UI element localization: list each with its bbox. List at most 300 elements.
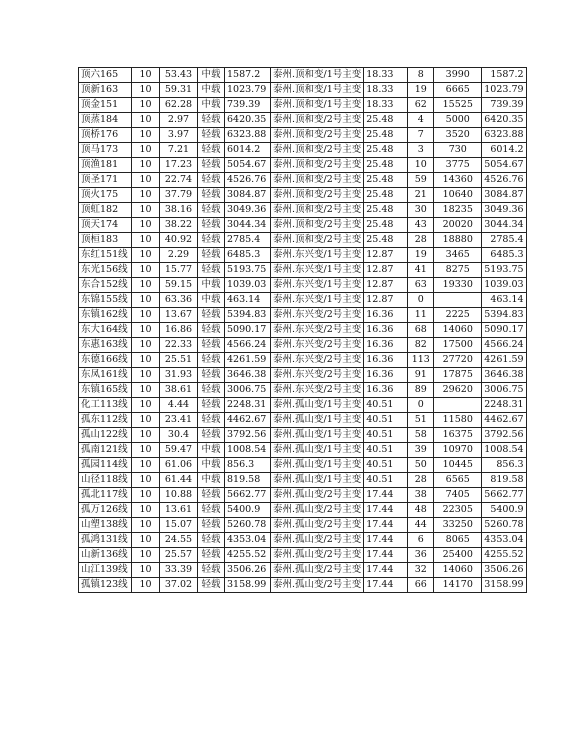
table-cell[interactable]: 59 <box>408 173 434 188</box>
table-cell[interactable]: 38.61 <box>160 383 198 398</box>
table-cell[interactable]: 泰州.东兴变/2号主变 <box>271 368 364 383</box>
table-cell[interactable]: 8 <box>408 68 434 83</box>
table-cell[interactable]: 38.16 <box>160 203 198 218</box>
table-cell[interactable]: 孤镇123线 <box>79 578 132 593</box>
table-cell[interactable]: 5400.9 <box>482 503 526 518</box>
table-cell[interactable]: 6014.2 <box>225 143 271 158</box>
table-cell[interactable]: 53.43 <box>160 68 198 83</box>
table-cell[interactable]: 27720 <box>434 353 482 368</box>
table-cell[interactable]: 463.14 <box>482 293 526 308</box>
table-cell[interactable]: 10 <box>132 158 160 173</box>
table-cell[interactable]: 25.48 <box>364 188 408 203</box>
table-cell[interactable]: 15.77 <box>160 263 198 278</box>
table-cell[interactable]: 3465 <box>434 248 482 263</box>
table-cell[interactable]: 轻载 <box>198 563 225 578</box>
table-cell[interactable]: 东锦155线 <box>79 293 132 308</box>
table-cell[interactable]: 山径118线 <box>79 473 132 488</box>
table-cell[interactable]: 顶桥176 <box>79 128 132 143</box>
table-cell[interactable]: 14060 <box>434 323 482 338</box>
table-cell[interactable]: 5260.78 <box>482 518 526 533</box>
table-cell[interactable]: 4566.24 <box>482 338 526 353</box>
table-cell[interactable]: 32 <box>408 563 434 578</box>
table-cell[interactable]: 4526.76 <box>482 173 526 188</box>
table-cell[interactable]: 3 <box>408 143 434 158</box>
table-cell[interactable]: 10 <box>132 578 160 593</box>
table-cell[interactable]: 31.93 <box>160 368 198 383</box>
table-cell[interactable]: 38.22 <box>160 218 198 233</box>
table-cell[interactable]: 顶圣171 <box>79 173 132 188</box>
table-cell[interactable]: 泰州.孤山变/2号主变 <box>271 563 364 578</box>
table-cell[interactable]: 轻载 <box>198 248 225 263</box>
table-cell[interactable]: 59.31 <box>160 83 198 98</box>
table-cell[interactable]: 泰州.东兴变/1号主变 <box>271 263 364 278</box>
table-cell[interactable]: 孤南121线 <box>79 443 132 458</box>
table-cell[interactable]: 40.92 <box>160 233 198 248</box>
table-cell[interactable]: 3775 <box>434 158 482 173</box>
table-cell[interactable]: 16.36 <box>364 323 408 338</box>
table-cell[interactable]: 4462.67 <box>225 413 271 428</box>
table-cell[interactable]: 孤山122线 <box>79 428 132 443</box>
table-cell[interactable]: 30 <box>408 203 434 218</box>
table-cell[interactable]: 19330 <box>434 278 482 293</box>
table-cell[interactable]: 10 <box>132 68 160 83</box>
table-cell[interactable]: 48 <box>408 503 434 518</box>
table-cell[interactable]: 中载 <box>198 458 225 473</box>
table-cell[interactable]: 0 <box>408 293 434 308</box>
table-cell[interactable]: 10 <box>132 218 160 233</box>
table-cell[interactable]: 12.87 <box>364 248 408 263</box>
table-cell[interactable]: 36 <box>408 548 434 563</box>
table-cell[interactable]: 泰州.孤山变/2号主变 <box>271 533 364 548</box>
table-cell[interactable]: 819.58 <box>482 473 526 488</box>
table-cell[interactable]: 66 <box>408 578 434 593</box>
table-cell[interactable]: 3990 <box>434 68 482 83</box>
table-cell[interactable]: 泰州.顶和变/2号主变 <box>271 188 364 203</box>
table-cell[interactable]: 泰州.顶和变/1号主变 <box>271 68 364 83</box>
table-cell[interactable]: 15525 <box>434 98 482 113</box>
table-cell[interactable]: 40.51 <box>364 428 408 443</box>
table-cell[interactable]: 819.58 <box>225 473 271 488</box>
table-cell[interactable]: 化工113线 <box>79 398 132 413</box>
table-cell[interactable]: 轻载 <box>198 548 225 563</box>
table-cell[interactable]: 113 <box>408 353 434 368</box>
table-cell[interactable]: 40.51 <box>364 458 408 473</box>
table-cell[interactable]: 4353.04 <box>225 533 271 548</box>
table-cell[interactable]: 东大164线 <box>79 323 132 338</box>
table-cell[interactable]: 10 <box>132 368 160 383</box>
table-cell[interactable]: 中载 <box>198 443 225 458</box>
table-cell[interactable]: 10 <box>132 563 160 578</box>
table-cell[interactable]: 山塑138线 <box>79 518 132 533</box>
table-cell[interactable]: 轻载 <box>198 233 225 248</box>
table-cell[interactable]: 25.48 <box>364 113 408 128</box>
table-cell[interactable]: 轻载 <box>198 113 225 128</box>
table-cell[interactable]: 孤东112线 <box>79 413 132 428</box>
table-cell[interactable]: 10 <box>132 143 160 158</box>
table-cell[interactable]: 59.47 <box>160 443 198 458</box>
table-cell[interactable]: 5090.17 <box>225 323 271 338</box>
table-cell[interactable]: 13.61 <box>160 503 198 518</box>
table-cell[interactable]: 25.48 <box>364 233 408 248</box>
table-cell[interactable]: 6014.2 <box>482 143 526 158</box>
table-cell[interactable]: 25.48 <box>364 143 408 158</box>
table-cell[interactable]: 3006.75 <box>482 383 526 398</box>
table-cell[interactable]: 10 <box>132 293 160 308</box>
table-cell[interactable]: 10 <box>408 158 434 173</box>
table-cell[interactable]: 东惠163线 <box>79 338 132 353</box>
table-cell[interactable]: 23.41 <box>160 413 198 428</box>
table-cell[interactable]: 孤北117线 <box>79 488 132 503</box>
table-cell[interactable]: 22305 <box>434 503 482 518</box>
table-cell[interactable]: 33250 <box>434 518 482 533</box>
table-cell[interactable]: 6565 <box>434 473 482 488</box>
table-cell[interactable]: 8275 <box>434 263 482 278</box>
table-cell[interactable]: 18.33 <box>364 98 408 113</box>
table-cell[interactable]: 16.36 <box>364 368 408 383</box>
table-cell[interactable]: 6323.88 <box>482 128 526 143</box>
table-cell[interactable]: 16.36 <box>364 308 408 323</box>
table-cell[interactable]: 14060 <box>434 563 482 578</box>
table-cell[interactable]: 18.33 <box>364 68 408 83</box>
table-cell[interactable]: 泰州.孤山变/1号主变 <box>271 413 364 428</box>
table-cell[interactable]: 4566.24 <box>225 338 271 353</box>
table-cell[interactable]: 泰州.孤山变/2号主变 <box>271 518 364 533</box>
table-cell[interactable]: 东合152线 <box>79 278 132 293</box>
table-cell[interactable]: 22.74 <box>160 173 198 188</box>
table-cell[interactable] <box>434 293 482 308</box>
table-cell[interactable]: 6323.88 <box>225 128 271 143</box>
table-cell[interactable]: 25.57 <box>160 548 198 563</box>
table-cell[interactable]: 28 <box>408 233 434 248</box>
table-cell[interactable]: 17500 <box>434 338 482 353</box>
table-cell[interactable]: 22.33 <box>160 338 198 353</box>
table-cell[interactable]: 中载 <box>198 278 225 293</box>
table-cell[interactable]: 10970 <box>434 443 482 458</box>
table-cell[interactable]: 2225 <box>434 308 482 323</box>
table-cell[interactable]: 泰州.东兴变/2号主变 <box>271 353 364 368</box>
table-cell[interactable]: 463.14 <box>225 293 271 308</box>
table-cell[interactable]: 孤鸿131线 <box>79 533 132 548</box>
table-cell[interactable]: 41 <box>408 263 434 278</box>
table-cell[interactable]: 泰州.顶和变/2号主变 <box>271 128 364 143</box>
table-cell[interactable]: 轻载 <box>198 578 225 593</box>
table-cell[interactable]: 中载 <box>198 68 225 83</box>
table-cell[interactable]: 轻载 <box>198 383 225 398</box>
table-cell[interactable]: 17.23 <box>160 158 198 173</box>
table-cell[interactable]: 25.48 <box>364 203 408 218</box>
table-cell[interactable]: 16.36 <box>364 338 408 353</box>
table-cell[interactable]: 25.48 <box>364 128 408 143</box>
table-cell[interactable]: 泰州.孤山变/2号主变 <box>271 578 364 593</box>
table-cell[interactable]: 10 <box>132 503 160 518</box>
table-cell[interactable]: 10 <box>132 353 160 368</box>
table-cell[interactable]: 轻载 <box>198 143 225 158</box>
table-cell[interactable]: 3520 <box>434 128 482 143</box>
table-cell[interactable]: 7.21 <box>160 143 198 158</box>
table-cell[interactable]: 3646.38 <box>482 368 526 383</box>
table-cell[interactable]: 38 <box>408 488 434 503</box>
table-cell[interactable]: 泰州.孤山变/2号主变 <box>271 488 364 503</box>
table-cell[interactable]: 顶火175 <box>79 188 132 203</box>
table-cell[interactable]: 10 <box>132 518 160 533</box>
table-cell[interactable]: 10 <box>132 98 160 113</box>
table-cell[interactable]: 3792.56 <box>482 428 526 443</box>
table-cell[interactable]: 12.87 <box>364 263 408 278</box>
table-cell[interactable]: 17875 <box>434 368 482 383</box>
table-cell[interactable]: 4353.04 <box>482 533 526 548</box>
table-cell[interactable] <box>434 398 482 413</box>
table-cell[interactable]: 3084.87 <box>225 188 271 203</box>
table-cell[interactable]: 泰州.东兴变/1号主变 <box>271 293 364 308</box>
table-cell[interactable]: 33.39 <box>160 563 198 578</box>
table-cell[interactable]: 10 <box>132 383 160 398</box>
table-cell[interactable]: 轻载 <box>198 128 225 143</box>
table-cell[interactable]: 5193.75 <box>482 263 526 278</box>
table-cell[interactable]: 30.4 <box>160 428 198 443</box>
table-cell[interactable]: 孤万126线 <box>79 503 132 518</box>
table-cell[interactable]: 轻载 <box>198 428 225 443</box>
table-cell[interactable]: 5090.17 <box>482 323 526 338</box>
table-cell[interactable]: 10 <box>132 458 160 473</box>
table-cell[interactable]: 44 <box>408 518 434 533</box>
table-cell[interactable]: 8065 <box>434 533 482 548</box>
table-cell[interactable]: 10 <box>132 113 160 128</box>
table-cell[interactable]: 16.36 <box>364 353 408 368</box>
table-cell[interactable]: 10640 <box>434 188 482 203</box>
table-cell[interactable]: 5662.77 <box>482 488 526 503</box>
table-cell[interactable]: 11 <box>408 308 434 323</box>
table-cell[interactable]: 东光156线 <box>79 263 132 278</box>
table-cell[interactable]: 14360 <box>434 173 482 188</box>
table-cell[interactable]: 10 <box>132 533 160 548</box>
table-cell[interactable]: 21 <box>408 188 434 203</box>
table-cell[interactable]: 泰州.孤山变/1号主变 <box>271 428 364 443</box>
table-cell[interactable]: 泰州.东兴变/1号主变 <box>271 278 364 293</box>
table-cell[interactable]: 61.06 <box>160 458 198 473</box>
table-cell[interactable]: 43 <box>408 218 434 233</box>
table-cell[interactable]: 0 <box>408 398 434 413</box>
table-cell[interactable]: 18.33 <box>364 83 408 98</box>
table-cell[interactable]: 5394.83 <box>225 308 271 323</box>
table-cell[interactable]: 泰州.孤山变/1号主变 <box>271 443 364 458</box>
table-cell[interactable]: 10 <box>132 128 160 143</box>
table-cell[interactable]: 82 <box>408 338 434 353</box>
table-cell[interactable]: 山江139线 <box>79 563 132 578</box>
table-cell[interactable]: 10 <box>132 248 160 263</box>
table-cell[interactable]: 3084.87 <box>482 188 526 203</box>
table-cell[interactable]: 7405 <box>434 488 482 503</box>
table-cell[interactable]: 2785.4 <box>225 233 271 248</box>
table-cell[interactable]: 4462.67 <box>482 413 526 428</box>
table-cell[interactable]: 1587.2 <box>482 68 526 83</box>
table-cell[interactable]: 16375 <box>434 428 482 443</box>
table-cell[interactable]: 40.51 <box>364 398 408 413</box>
table-cell[interactable]: 5260.78 <box>225 518 271 533</box>
table-cell[interactable]: 91 <box>408 368 434 383</box>
table-cell[interactable]: 轻载 <box>198 488 225 503</box>
table-cell[interactable]: 10 <box>132 173 160 188</box>
table-cell[interactable]: 17.44 <box>364 518 408 533</box>
table-cell[interactable]: 中载 <box>198 473 225 488</box>
table-cell[interactable]: 10 <box>132 323 160 338</box>
table-cell[interactable]: 5054.67 <box>482 158 526 173</box>
table-cell[interactable]: 37.79 <box>160 188 198 203</box>
table-cell[interactable]: 3646.38 <box>225 368 271 383</box>
table-cell[interactable]: 17.44 <box>364 503 408 518</box>
table-cell[interactable]: 泰州.东兴变/2号主变 <box>271 383 364 398</box>
table-cell[interactable]: 5394.83 <box>482 308 526 323</box>
table-cell[interactable]: 63.36 <box>160 293 198 308</box>
table-cell[interactable]: 泰州.孤山变/2号主变 <box>271 548 364 563</box>
table-cell[interactable]: 6665 <box>434 83 482 98</box>
table-cell[interactable]: 68 <box>408 323 434 338</box>
table-cell[interactable]: 61.44 <box>160 473 198 488</box>
table-cell[interactable]: 泰州.孤山变/1号主变 <box>271 458 364 473</box>
table-cell[interactable]: 3044.34 <box>225 218 271 233</box>
table-cell[interactable]: 6 <box>408 533 434 548</box>
table-cell[interactable]: 泰州.东兴变/2号主变 <box>271 308 364 323</box>
table-cell[interactable]: 25400 <box>434 548 482 563</box>
table-cell[interactable]: 轻载 <box>198 413 225 428</box>
table-cell[interactable]: 730 <box>434 143 482 158</box>
table-cell[interactable]: 5193.75 <box>225 263 271 278</box>
table-cell[interactable]: 856.3 <box>482 458 526 473</box>
table-cell[interactable]: 11580 <box>434 413 482 428</box>
table-cell[interactable]: 17.44 <box>364 578 408 593</box>
table-cell[interactable]: 轻载 <box>198 518 225 533</box>
table-cell[interactable]: 5054.67 <box>225 158 271 173</box>
table-cell[interactable]: 泰州.顶和变/2号主变 <box>271 158 364 173</box>
table-cell[interactable]: 10 <box>132 188 160 203</box>
table-cell[interactable]: 16.36 <box>364 383 408 398</box>
table-cell[interactable]: 17.44 <box>364 488 408 503</box>
table-cell[interactable]: 16.86 <box>160 323 198 338</box>
table-cell[interactable]: 6420.35 <box>482 113 526 128</box>
table-cell[interactable]: 泰州.顶和变/2号主变 <box>271 233 364 248</box>
table-cell[interactable]: 17.44 <box>364 563 408 578</box>
table-cell[interactable]: 29620 <box>434 383 482 398</box>
table-cell[interactable]: 739.39 <box>482 98 526 113</box>
table-cell[interactable]: 泰州.东兴变/2号主变 <box>271 338 364 353</box>
table-cell[interactable]: 泰州.东兴变/2号主变 <box>271 323 364 338</box>
table-cell[interactable]: 10 <box>132 278 160 293</box>
table-cell[interactable]: 6420.35 <box>225 113 271 128</box>
table-cell[interactable]: 1008.54 <box>225 443 271 458</box>
table-cell[interactable]: 10.88 <box>160 488 198 503</box>
table-cell[interactable]: 泰州.顶和变/2号主变 <box>271 173 364 188</box>
table-cell[interactable]: 轻载 <box>198 398 225 413</box>
table-cell[interactable]: 泰州.顶和变/2号主变 <box>271 113 364 128</box>
table-cell[interactable]: 89 <box>408 383 434 398</box>
table-cell[interactable]: 13.67 <box>160 308 198 323</box>
table-cell[interactable]: 顶虹182 <box>79 203 132 218</box>
table-cell[interactable]: 12.87 <box>364 293 408 308</box>
table-cell[interactable]: 14170 <box>434 578 482 593</box>
table-cell[interactable]: 泰州.顶和变/2号主变 <box>271 143 364 158</box>
table-cell[interactable]: 5000 <box>434 113 482 128</box>
table-cell[interactable]: 泰州.孤山变/2号主变 <box>271 503 364 518</box>
table-cell[interactable]: 顶桓183 <box>79 233 132 248</box>
table-cell[interactable]: 轻载 <box>198 263 225 278</box>
table-cell[interactable]: 18235 <box>434 203 482 218</box>
table-cell[interactable]: 东凤161线 <box>79 368 132 383</box>
table-cell[interactable]: 10 <box>132 473 160 488</box>
table-cell[interactable]: 1039.03 <box>482 278 526 293</box>
table-cell[interactable]: 3792.56 <box>225 428 271 443</box>
table-cell[interactable]: 轻载 <box>198 503 225 518</box>
table-cell[interactable]: 东镇162线 <box>79 308 132 323</box>
table-cell[interactable]: 4.44 <box>160 398 198 413</box>
table-cell[interactable]: 3158.99 <box>482 578 526 593</box>
table-cell[interactable]: 轻载 <box>198 158 225 173</box>
table-cell[interactable]: 中载 <box>198 83 225 98</box>
table-cell[interactable]: 泰州.东兴变/1号主变 <box>271 248 364 263</box>
table-cell[interactable]: 17.44 <box>364 533 408 548</box>
table-cell[interactable]: 泰州.顶和变/1号主变 <box>271 98 364 113</box>
table-cell[interactable]: 856.3 <box>225 458 271 473</box>
table-cell[interactable]: 4255.52 <box>225 548 271 563</box>
table-cell[interactable]: 孤园114线 <box>79 458 132 473</box>
table-cell[interactable]: 7 <box>408 128 434 143</box>
table-cell[interactable]: 10 <box>132 233 160 248</box>
table-cell[interactable]: 3506.26 <box>482 563 526 578</box>
table-cell[interactable]: 1587.2 <box>225 68 271 83</box>
table-cell[interactable]: 25.48 <box>364 158 408 173</box>
table-cell[interactable]: 5662.77 <box>225 488 271 503</box>
table-cell[interactable]: 37.02 <box>160 578 198 593</box>
table-cell[interactable]: 泰州.孤山变/1号主变 <box>271 398 364 413</box>
table-cell[interactable]: 轻载 <box>198 218 225 233</box>
table-cell[interactable]: 2.29 <box>160 248 198 263</box>
table-cell[interactable]: 24.55 <box>160 533 198 548</box>
table-cell[interactable]: 1023.79 <box>482 83 526 98</box>
table-cell[interactable]: 15.07 <box>160 518 198 533</box>
table-cell[interactable]: 泰州.顶和变/2号主变 <box>271 218 364 233</box>
table-cell[interactable]: 1023.79 <box>225 83 271 98</box>
table-cell[interactable]: 4261.59 <box>482 353 526 368</box>
table-cell[interactable]: 10 <box>132 428 160 443</box>
table-cell[interactable]: 62.28 <box>160 98 198 113</box>
table-cell[interactable]: 泰州.孤山变/1号主变 <box>271 473 364 488</box>
table-cell[interactable]: 3.97 <box>160 128 198 143</box>
table-cell[interactable]: 3049.36 <box>225 203 271 218</box>
table-cell[interactable]: 山新136线 <box>79 548 132 563</box>
table-cell[interactable]: 轻载 <box>198 188 225 203</box>
table-cell[interactable]: 轻载 <box>198 203 225 218</box>
table-cell[interactable]: 2248.31 <box>225 398 271 413</box>
table-cell[interactable]: 10 <box>132 548 160 563</box>
table-cell[interactable]: 泰州.顶和变/2号主变 <box>271 203 364 218</box>
table-cell[interactable]: 25.48 <box>364 173 408 188</box>
table-cell[interactable]: 17.44 <box>364 548 408 563</box>
table-cell[interactable]: 顶金151 <box>79 98 132 113</box>
table-cell[interactable]: 50 <box>408 458 434 473</box>
table-cell[interactable]: 轻载 <box>198 353 225 368</box>
table-cell[interactable]: 5400.9 <box>225 503 271 518</box>
table-cell[interactable]: 10 <box>132 83 160 98</box>
table-cell[interactable]: 轻载 <box>198 323 225 338</box>
table-cell[interactable]: 59.15 <box>160 278 198 293</box>
table-cell[interactable]: 39 <box>408 443 434 458</box>
table-cell[interactable]: 51 <box>408 413 434 428</box>
table-cell[interactable]: 6485.3 <box>482 248 526 263</box>
table-cell[interactable]: 轻载 <box>198 533 225 548</box>
table-cell[interactable]: 25.48 <box>364 218 408 233</box>
table-cell[interactable]: 40.51 <box>364 473 408 488</box>
table-cell[interactable]: 轻载 <box>198 338 225 353</box>
table-cell[interactable]: 12.87 <box>364 278 408 293</box>
table-cell[interactable]: 3049.36 <box>482 203 526 218</box>
